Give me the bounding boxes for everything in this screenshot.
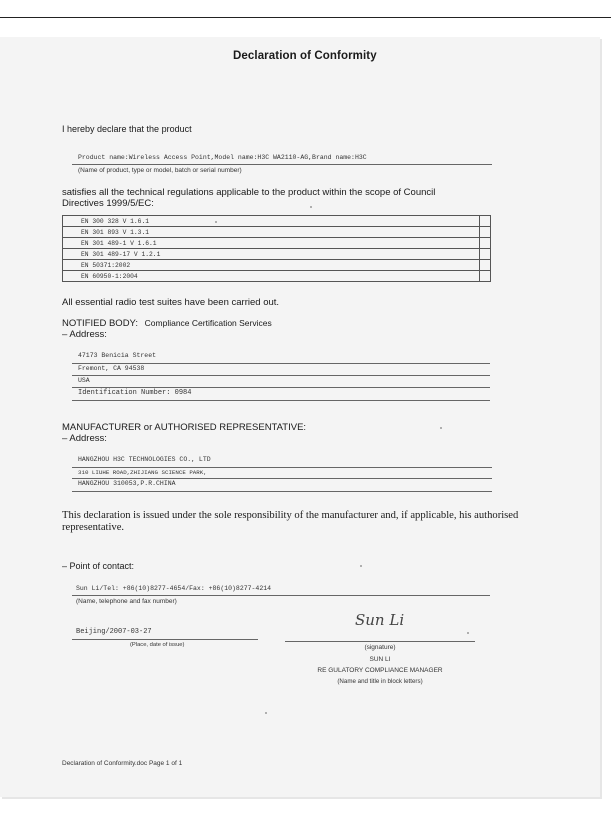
signature-caption: (signature)	[364, 644, 396, 651]
standard-row	[63, 227, 491, 238]
declaration-line-2: representative.	[62, 522, 125, 533]
issue-place-date: Beijing/2007-03-27	[76, 628, 152, 636]
signatory-title-caption: (Name and title in block letters)	[337, 678, 423, 685]
document-title: Declaration of Conformity	[233, 50, 377, 62]
notified-address-label: – Address:	[62, 329, 107, 340]
scan-speck	[440, 427, 442, 429]
address-underline	[72, 400, 490, 401]
standard-row	[63, 238, 491, 249]
issue-caption: (Place, date of issue)	[130, 642, 185, 648]
notified-body-heading	[62, 318, 272, 329]
product-caption: (Name of product, type or model, batch or serial number)	[78, 167, 242, 174]
notified-body-name: Compliance Certification Services	[144, 318, 272, 328]
standard-cell: EN 50371:2002	[63, 260, 480, 271]
product-line: Product name:Wireless Access Point,Model name:H3C WA2110-AG,Brand name:H3C	[78, 154, 367, 161]
signatory-name: SUN LI	[369, 656, 391, 663]
notified-body-label: NOTIFIED BODY:	[62, 318, 139, 329]
notified-address-line: Fremont, CA 94538	[78, 365, 145, 372]
address-underline	[72, 375, 490, 376]
scan-speck	[265, 712, 267, 714]
manufacturer-address-line: HANGZHOU H3C TECHNOLOGIES CO., LTD	[78, 456, 211, 463]
satisfies-line-1: satisfies all the technical regulations applicable to the product within the scope of Council	[62, 187, 436, 198]
standard-cell: EN 60950-1:2004	[63, 271, 480, 282]
standard-cell: EN 300 328 V 1.6.1	[63, 216, 480, 227]
manufacturer-address-line: 310 LIUHE ROAD,ZHIJIANG SCIENCE PARK,	[78, 469, 207, 476]
scan-speck	[310, 206, 312, 208]
contact-label: – Point of contact:	[62, 561, 135, 571]
address-underline	[72, 363, 490, 364]
scan-speck	[467, 632, 469, 634]
product-underline	[72, 164, 492, 165]
signatory-title: RE GULATORY COMPLIANCE MANAGER	[317, 667, 443, 674]
contact-caption: (Name, telephone and fax number)	[76, 598, 177, 605]
standard-row	[63, 216, 491, 227]
address-underline	[72, 478, 492, 479]
address-underline	[72, 387, 490, 388]
satisfies-line-2: Directives 1999/5/EC:	[62, 198, 154, 209]
page-footer: Declaration of Conformity.doc Page 1 of 1	[62, 760, 183, 767]
issue-underline	[72, 639, 258, 640]
identification-number: Identification Number: 0984	[78, 389, 192, 397]
declaration-line-1: This declaration is issued under the sole responsibility of the manufacturer and, if applicable, his authorised	[62, 510, 519, 521]
standard-cell: EN 301 489-17 V 1.2.1	[63, 249, 480, 260]
standard-cell: EN 301 489-1 V 1.6.1	[63, 238, 480, 249]
top-bar	[0, 0, 611, 18]
manufacturer-label: MANUFACTURER or AUTHORISED REPRESENTATIVE:	[62, 422, 307, 433]
standard-row	[63, 249, 491, 260]
address-underline	[72, 491, 492, 492]
signature-underline	[285, 641, 475, 642]
radio-note: All essential radio test suites have been carried out.	[62, 297, 280, 308]
notified-address-line: USA	[78, 377, 90, 384]
notified-address-line: 47173 Benicia Street	[78, 352, 157, 359]
contact-underline	[72, 595, 490, 596]
address-underline	[72, 467, 492, 468]
intro-text: I hereby declare that the product	[62, 124, 192, 134]
standard-row	[63, 271, 491, 282]
contact-line: Sun Li/Tel: +86(10)8277-4654/Fax: +86(10)8277-4214	[76, 585, 272, 592]
standards-table	[62, 215, 491, 282]
scan-speck	[360, 565, 362, 567]
standard-row	[63, 260, 491, 271]
handwritten-signature: Sun Li	[355, 611, 405, 629]
standard-cell: EN 301 893 V 1.3.1	[63, 227, 480, 238]
manufacturer-address-label: – Address:	[62, 433, 107, 444]
scan-speck	[215, 221, 217, 223]
manufacturer-address-line: HANGZHOU 310053,P.R.CHINA	[78, 480, 176, 487]
